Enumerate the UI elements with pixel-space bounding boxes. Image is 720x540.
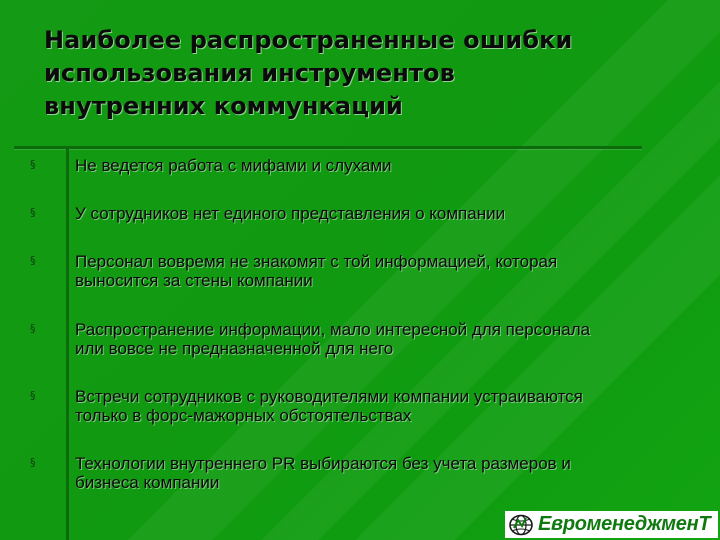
bullet-text [75, 252, 695, 290]
bullet-marker-icon: § [30, 206, 36, 219]
slide-title [44, 24, 684, 123]
bullet-line: выносится за стены компании [75, 271, 313, 290]
bullet-line: или вовсе не предназначенной для него [75, 339, 394, 358]
bullet-line: Встречи сотрудников с руководителями компании устраиваются [75, 387, 583, 406]
bullet-line: Распространение информации, мало интересной для персонала [75, 320, 591, 339]
bullet-marker-icon: § [30, 322, 36, 335]
horizontal-divider [14, 146, 642, 149]
bullet-text [75, 156, 695, 175]
bullet-marker-icon: § [30, 254, 36, 267]
title-line: использования инструментов [44, 59, 455, 87]
globe-logo-icon [508, 514, 534, 536]
title-line: внутренних коммункаций [44, 92, 403, 120]
bullet-line: Технологии внутреннего PR выбираются без учета размеров и [75, 454, 571, 473]
bullet-line: только в форс-мажорных обстоятельствах [75, 406, 412, 425]
bullet-line: Персонал вовремя не знакомят с той информацией, которая [75, 252, 558, 271]
title-line: Наиболее распространенные ошибки [44, 26, 573, 54]
logo-text: ЕвроменеджменТ [538, 513, 711, 535]
bullet-text [75, 387, 695, 425]
evromenedzhment-logo [505, 511, 718, 538]
bullet-line: бизнеса компании [75, 473, 220, 492]
bullet-text [75, 204, 695, 223]
bullet-line: У сотрудников нет единого представления о компании [75, 204, 506, 223]
bullet-marker-icon: § [30, 389, 36, 402]
vertical-divider [66, 146, 69, 540]
bullet-text [75, 454, 695, 492]
bullet-line: Не ведется работа с мифами и слухами [75, 156, 392, 175]
bullet-marker-icon: § [30, 158, 36, 171]
bullet-text [75, 320, 695, 358]
bullet-marker-icon: § [30, 456, 36, 469]
